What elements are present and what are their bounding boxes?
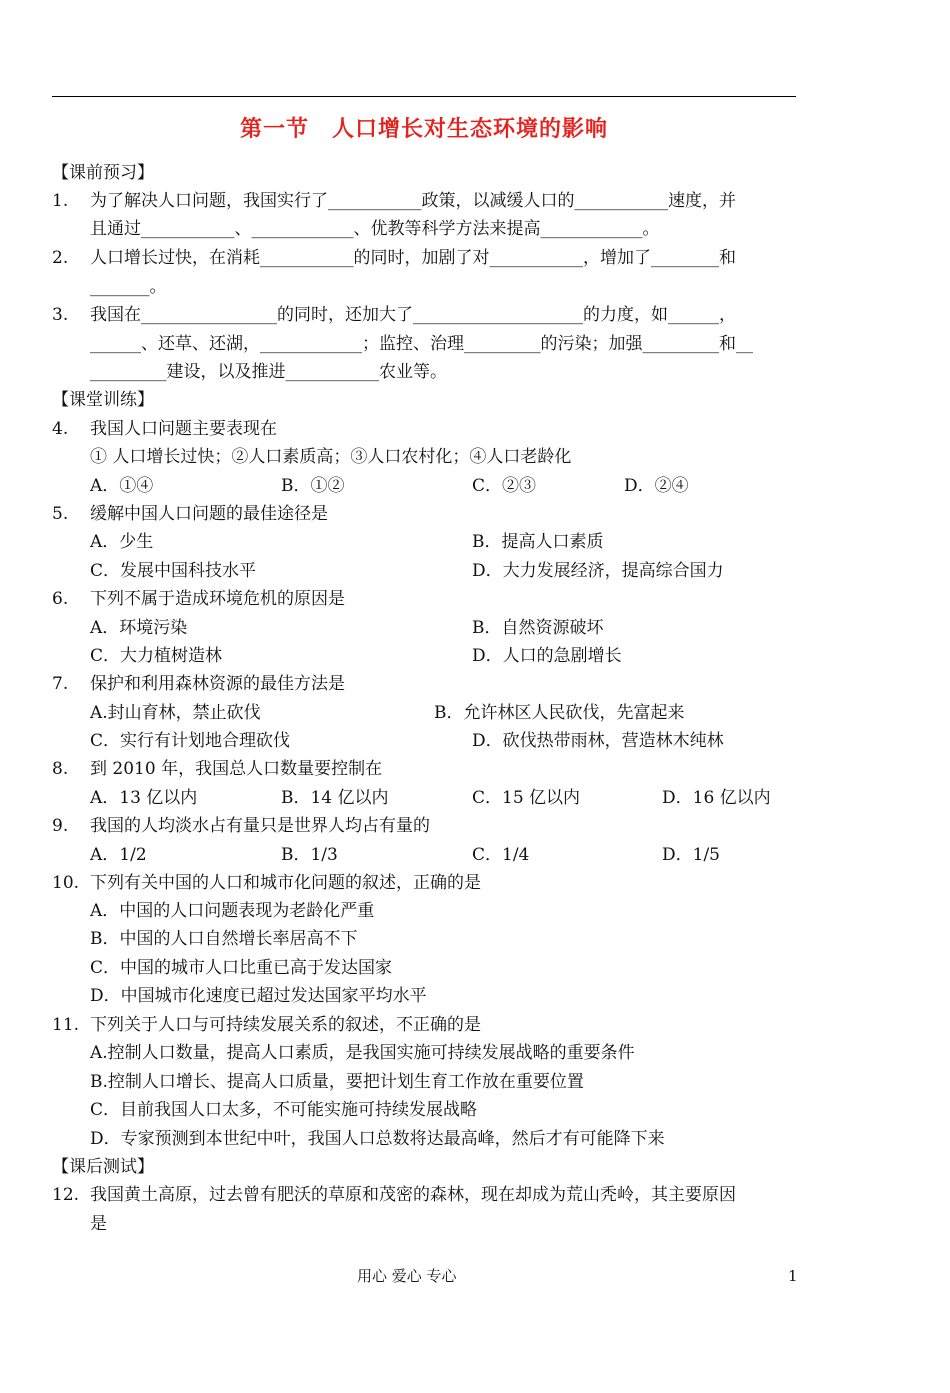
q4-number: 4. xyxy=(52,419,69,439)
q6-option-c: C．大力植树造林 xyxy=(90,646,223,666)
section-preview: 【课前预习】 xyxy=(52,163,154,183)
q6-option-d: D．人口的急剧增长 xyxy=(472,646,622,666)
q11-option-d: D．专家预测到本世纪中叶，我国人口总数将达最高峰，然后才有可能降下来 xyxy=(90,1129,665,1149)
q2-line2: _______。 xyxy=(90,277,167,297)
page-number: 1 xyxy=(788,1267,798,1285)
q3-number: 3. xyxy=(52,305,69,325)
q11-option-a: A.控制人口数量，提高人口素质，是我国实施可持续发展战略的重要条件 xyxy=(90,1043,635,1063)
q7-option-b: B．允许林区人民砍伐，先富起来 xyxy=(434,703,685,723)
q11-option-c: C．目前我国人口太多，不可能实施可持续发展战略 xyxy=(90,1100,478,1120)
q9-option-c: C．1/4 xyxy=(472,845,530,865)
page-title: 第一节 人口增长对生态环境的影响 xyxy=(239,116,608,142)
q5-option-c: C．发展中国科技水平 xyxy=(90,561,257,581)
q5-number: 5. xyxy=(52,504,69,524)
q7-option-a: A.封山育林，禁止砍伐 xyxy=(90,703,261,723)
q1-number: 1. xyxy=(52,191,69,211)
q3-line2: ______、还草、还湖，____________；监控、治理_________的污染；加强_________和__ xyxy=(90,334,753,354)
q4-option-a: A．①④ xyxy=(90,476,154,496)
q10-option-c: C．中国的城市人口比重已高于发达国家 xyxy=(90,958,393,978)
q5-stem: 缓解中国人口问题的最佳途径是 xyxy=(90,504,328,524)
q4-option-c: C．②③ xyxy=(472,476,537,496)
q1-line1: 为了解决人口问题，我国实行了___________政策，以减缓人口的___________速度，并 xyxy=(90,191,736,211)
q7-number: 7. xyxy=(52,674,69,694)
q11-number: 11. xyxy=(52,1015,80,1035)
q9-number: 9. xyxy=(52,816,69,836)
q4-sub: ① 人口增长过快；②人口素质高；③人口农村化；④人口老龄化 xyxy=(90,447,572,467)
q10-option-b: B．中国的人口自然增长率居高不下 xyxy=(90,929,358,949)
q6-option-a: A．环境污染 xyxy=(90,618,188,638)
footer-motto: 用心 爱心 专心 xyxy=(357,1267,457,1285)
q6-stem: 下列不属于造成环境危机的原因是 xyxy=(90,589,345,609)
q8-option-c: C．15 亿以内 xyxy=(472,788,581,808)
section-classroom: 【课堂训练】 xyxy=(52,390,154,410)
q9-stem: 我国的人均淡水占有量只是世界人均占有量的 xyxy=(90,816,430,836)
q11-stem: 下列关于人口与可持续发展关系的叙述，不正确的是 xyxy=(90,1015,481,1035)
q2-line1: 人口增长过快，在消耗___________的同时，加剧了对___________，增加了________和 xyxy=(90,248,736,268)
q9-option-a: A．1/2 xyxy=(90,845,147,865)
q8-stem: 到 2010 年，我国总人口数量要控制在 xyxy=(90,759,383,779)
q10-stem: 下列有关中国的人口和城市化问题的叙述，正确的是 xyxy=(90,873,481,893)
q1-line2: 且通过___________、____________、优教等科学方法来提高____________。 xyxy=(90,219,660,239)
q12-number: 12. xyxy=(52,1185,80,1205)
q6-number: 6. xyxy=(52,589,69,609)
q8-option-b: B．14 亿以内 xyxy=(281,788,389,808)
q6-option-b: B．自然资源破坏 xyxy=(472,618,604,638)
q4-stem: 我国人口问题主要表现在 xyxy=(90,419,277,439)
q5-option-b: B．提高人口素质 xyxy=(472,532,604,552)
q5-option-a: A．少生 xyxy=(90,532,154,552)
q4-option-b: B．①② xyxy=(281,476,345,496)
q12-line2: 是 xyxy=(90,1214,107,1234)
q4-option-d: D．②④ xyxy=(624,476,689,496)
q9-option-b: B．1/3 xyxy=(281,845,338,865)
q8-number: 8. xyxy=(52,759,69,779)
q7-stem: 保护和利用森林资源的最佳方法是 xyxy=(90,674,345,694)
q3-line3: _________建设，以及推进___________农业等。 xyxy=(90,362,447,382)
q2-number: 2. xyxy=(52,248,69,268)
q7-option-d: D．砍伐热带雨林，营造林木纯林 xyxy=(472,731,724,751)
section-after: 【课后测试】 xyxy=(52,1157,154,1177)
q7-option-c: C．实行有计划地合理砍伐 xyxy=(90,731,291,751)
q9-option-d: D．1/5 xyxy=(662,845,720,865)
q10-option-d: D．中国城市化速度已超过发达国家平均水平 xyxy=(90,986,427,1006)
header-rule xyxy=(52,96,796,97)
q5-option-d: D．大力发展经济，提高综合国力 xyxy=(472,561,724,581)
q3-line1: 我国在________________的同时，还加大了____________________的力度，如______， xyxy=(90,305,736,325)
q12-line1: 我国黄土高原，过去曾有肥沃的草原和茂密的森林，现在却成为荒山秃岭，其主要原因 xyxy=(90,1185,736,1205)
q8-option-d: D．16 亿以内 xyxy=(662,788,771,808)
q10-option-a: A．中国的人口问题表现为老龄化严重 xyxy=(90,901,375,921)
q8-option-a: A．13 亿以内 xyxy=(90,788,198,808)
q10-number: 10. xyxy=(52,873,80,893)
q11-option-b: B.控制人口增长、提高人口质量，要把计划生育工作放在重要位置 xyxy=(90,1072,584,1092)
